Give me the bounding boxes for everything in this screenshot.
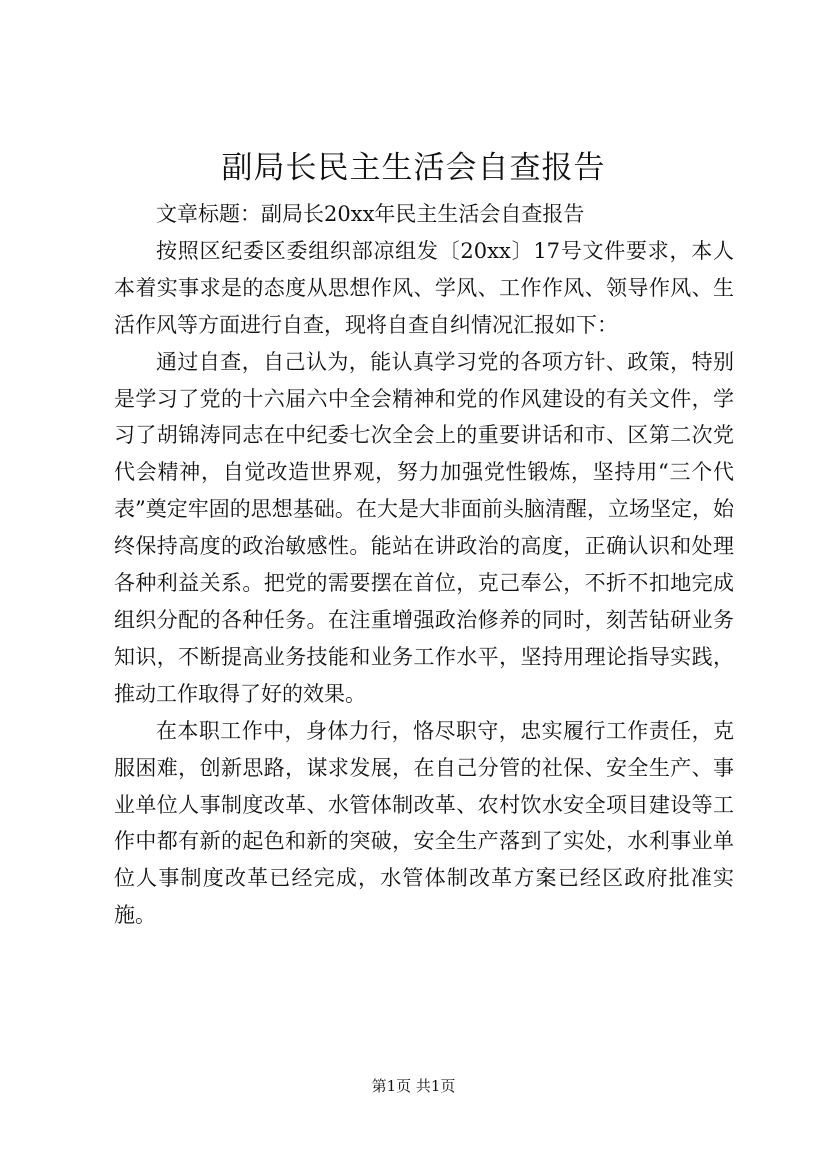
self-check-paragraph: 通过自查，自己认为，能认真学习党的各项方针、政策，特别是学习了党的十六届六中全会精神和党的作风建设的有关文件，学习了胡锦涛同志在中纪委七次全会上的重要讲话和市、区第二次党代会精神，自觉改造世界观，努力加强党性锻炼，坚持用“三个代表”奠定牢固的思想基础。在大是大非面前头脑清醒，立场坚定，始终保持高度的政治敏感性。能站在讲政治的高度，正确认识和处理各种利益关系。把党的需要摆在首位，克己奉公，不折不扣地完成组织分配的各种任务。在注重增强政治修养的同时，刻苦钻研业务知识，不断提高业务技能和业务工作水平，坚持用理论指导实践，推动工作取得了好的效果。 — [114, 349, 734, 706]
page-footer: 第1页 共1页 — [371, 1077, 456, 1095]
intro-paragraph: 按照区纪委区委组织部凉组发〔20xx〕17号文件要求，本人本着实事求是的态度从思想作风、学风、工作作风、领导作风、生活作风等方面进行自查，现将自查自纠情况汇报如下： — [114, 238, 734, 337]
article-title-line: 文章标题：副局长20xx年民主生活会自查报告 — [156, 202, 585, 226]
document-title: 副局长民主生活会自查报告 — [221, 150, 606, 186]
work-paragraph: 在本职工作中，身体力行，恪尽职守，忠实履行工作责任，克服困难，创新思路，谋求发展，在自己分管的社保、安全生产、事业单位人事制度改革、水管体制改革、农村饮水安全项目建设等工作中都有新的起色和新的突破，安全生产落到了实处，水利事业单位人事制度改革已经完成，水管体制改革方案已经区政府批准实施。 — [114, 718, 734, 928]
document-body — [114, 196, 734, 934]
